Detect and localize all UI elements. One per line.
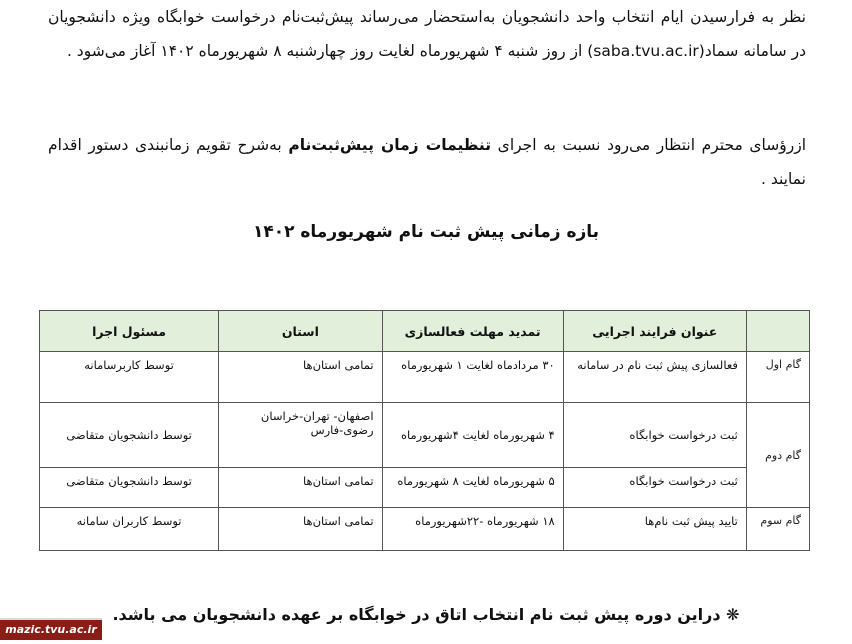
process-cell: فعالسازی پیش ثبت نام در سامانه — [563, 352, 746, 403]
step-cell: گام اول — [746, 352, 809, 403]
footnote: ❋ دراین دوره پیش ثبت نام انتخاب اتاق در خوابگاه بر عهده دانشجویان می باشد. — [112, 605, 740, 624]
header-step — [746, 311, 809, 352]
schedule-table — [39, 310, 810, 551]
responsible-cell: توسط کاربران سامانه — [40, 508, 219, 551]
header-province: استان — [219, 311, 383, 352]
table-header-row — [40, 311, 810, 352]
process-cell: ثبت درخواست خوابگاه — [563, 468, 746, 508]
schedule-title: بازه زمانی پیش ثبت نام شهریورماه ۱۴۰۲ — [252, 222, 600, 242]
header-extension: تمدید مهلت فعالسازی — [382, 311, 563, 352]
province-cell: تمامی استان‌ها — [219, 508, 383, 551]
header-process: عنوان فرایند اجرایی — [563, 311, 746, 352]
responsible-cell: توسط دانشجویان متقاضی — [40, 403, 219, 468]
extension-cell: ۴ شهریورماه لغایت ۴شهریورماه — [382, 403, 563, 468]
request-text-start: ازرؤسای محترم انتظار می‌رود نسبت به اجرای — [491, 136, 806, 154]
table-row — [40, 468, 810, 508]
intro-paragraph: نظر به فرارسیدن ایام انتخاب واحد دانشجویان به‌استحضار می‌رساند پیش‌ثبت‌نام درخواست خوابگاه ویژه دانشجویان در سامانه سماد(saba.tvu.ac.ir) از روز شنبه ۴ شهریورماه لغایت روز چهارشنبه ۸ شهریورماه ۱۴۰۲ آغاز می‌شود . — [48, 8, 806, 60]
request-paragraph — [48, 128, 806, 196]
site-watermark: mazic.tvu.ac.ir — [0, 618, 102, 640]
request-text-end: به‌شرح تقویم زمانبندی دستور اقدام نمایند . — [48, 136, 806, 188]
process-cell: ثبت درخواست خوابگاه — [563, 403, 746, 468]
responsible-cell: توسط کاربرسامانه — [40, 352, 219, 403]
process-cell: تایید پیش ثبت نام‌ها — [563, 508, 746, 551]
province-cell: تمامی استان‌ها — [219, 352, 383, 403]
province-cell: اصفهان- تهران-خراسان رضوی-فارس — [219, 403, 383, 468]
header-responsible: مسئول اجرا — [40, 311, 219, 352]
table-row — [40, 508, 810, 551]
request-text-emphasis: تنظیمات زمان پیش‌ثبت‌نام — [288, 136, 492, 154]
extension-cell: ۱۸ شهریورماه -۲۲شهریورماه — [382, 508, 563, 551]
extension-cell: ۳۰ مردادماه لغایت ۱ شهریورماه — [382, 352, 563, 403]
step-cell: گام سوم — [746, 508, 809, 551]
table-row — [40, 403, 810, 468]
responsible-cell: توسط دانشجویان متقاضی — [40, 468, 219, 508]
province-cell: تمامی استان‌ها — [219, 468, 383, 508]
extension-cell: ۵ شهریورماه لغایت ۸ شهریورماه — [382, 468, 563, 508]
table-row — [40, 352, 810, 403]
step-cell: گام دوم — [746, 403, 809, 508]
